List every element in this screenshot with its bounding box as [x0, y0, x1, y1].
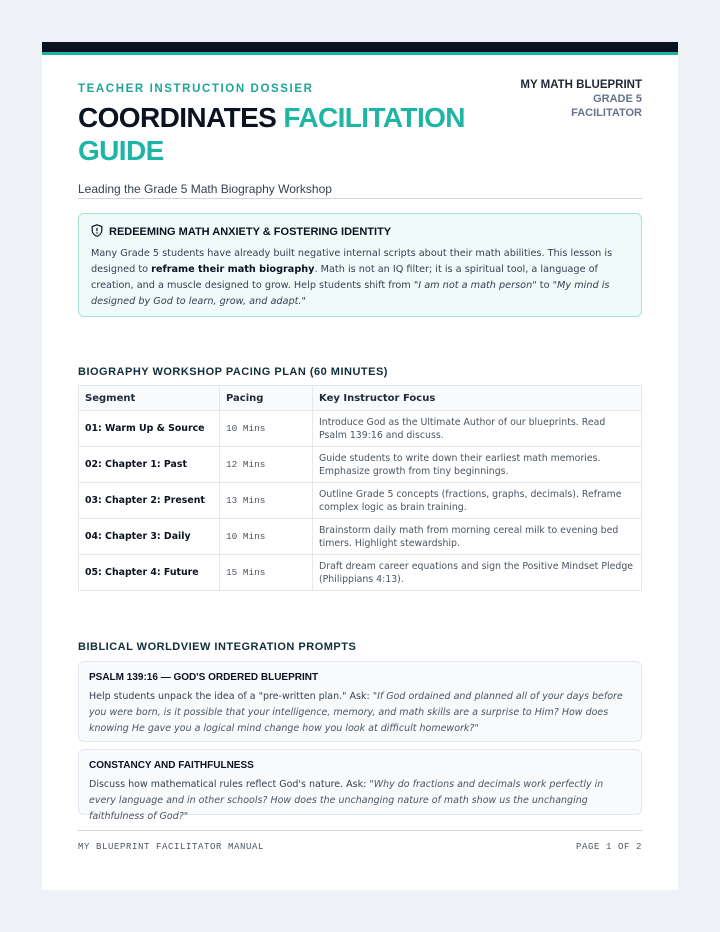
pacing-table	[78, 385, 642, 591]
title-accent: FACILITATION GUIDE	[78, 102, 465, 166]
prompt-body	[89, 689, 631, 737]
focus-cell: Draft dream career equations and sign the Positive Mindset Pledge (Philippians 4:13).	[313, 555, 642, 591]
column-header-focus: Key Instructor Focus	[313, 386, 642, 411]
table-row	[79, 411, 642, 447]
pacing-cell: 10 Mins	[220, 411, 313, 447]
callout-quote-2: "My mind is designed by God to learn, grow, and adapt."	[91, 280, 610, 307]
prompt-card	[78, 661, 642, 742]
footer-divider	[78, 830, 642, 831]
table-header-row	[79, 386, 642, 411]
brand-role: FACILITATOR	[571, 107, 642, 119]
page-header	[78, 55, 642, 196]
prompt-card	[78, 749, 642, 822]
column-header-segment: Segment	[79, 386, 220, 411]
table-row	[79, 447, 642, 483]
focus-cell: Introduce God as the Ultimate Author of our blueprints. Read Psalm 139:16 and discuss.	[313, 411, 642, 447]
pacing-section-title: BIOGRAPHY WORKSHOP PACING PLAN (60 MINUTES)	[78, 366, 388, 378]
prompt-body	[89, 777, 631, 825]
brand-block	[520, 78, 642, 120]
callout-title-row	[91, 224, 629, 240]
pacing-cell: 13 Mins	[220, 483, 313, 519]
document-page	[42, 42, 678, 890]
segment-cell: 04: Chapter 3: Daily	[79, 519, 220, 555]
column-header-pacing: Pacing	[220, 386, 313, 411]
pacing-cell: 15 Mins	[220, 555, 313, 591]
identity-callout	[78, 213, 642, 317]
segment-cell: 01: Warm Up & Source	[79, 411, 220, 447]
prompt-lead: Discuss how mathematical rules reflect God's nature. Ask:	[89, 779, 370, 790]
prompt-question: "Why do fractions and decimals work perfectly in every language and in other schools? How does the unchanging nature of math show us the unchanging faithfulness of God?"	[89, 779, 604, 822]
callout-title: REDEEMING MATH ANXIETY & FOSTERING IDENTITY	[109, 226, 392, 238]
title-main: COORDINATES	[78, 102, 284, 133]
table-row	[79, 555, 642, 591]
brand-name: MY MATH BLUEPRINT	[520, 79, 642, 91]
shield-icon	[91, 224, 103, 240]
table-row	[79, 519, 642, 555]
focus-cell: Guide students to write down their earliest math memories. Emphasize growth from tiny beginnings.	[313, 447, 642, 483]
prompt-title: PSALM 139:16 — GOD'S ORDERED BLUEPRINT	[89, 672, 319, 683]
segment-cell: 02: Chapter 1: Past	[79, 447, 220, 483]
page-number: PAGE 1 OF 2	[575, 842, 642, 852]
focus-cell: Brainstorm daily math from morning cereal milk to evening bed timers. Highlight stewardship.	[313, 519, 642, 555]
segment-cell: 05: Chapter 4: Future	[79, 555, 220, 591]
focus-cell: Outline Grade 5 concepts (fractions, graphs, decimals). Reframe complex logic as brain training.	[313, 483, 642, 519]
callout-text-1: Many Grade 5 students have already built negative internal scripts about their math abilities. This lesson is designed to	[91, 248, 613, 275]
table-row	[79, 483, 642, 519]
pacing-cell: 12 Mins	[220, 447, 313, 483]
header-divider	[78, 198, 642, 199]
segment-cell: 03: Chapter 2: Present	[79, 483, 220, 519]
callout-bold-text: reframe their math biography	[151, 264, 315, 275]
footer-manual-title: MY BLUEPRINT FACILITATOR MANUAL	[78, 842, 265, 852]
page-title	[78, 101, 468, 167]
prompt-lead: Help students unpack the idea of a "pre-written plan." Ask:	[89, 691, 373, 702]
prompt-title: CONSTANCY AND FAITHFULNESS	[89, 760, 254, 771]
prompts-section-title: BIBLICAL WORLDVIEW INTEGRATION PROMPTS	[78, 641, 357, 653]
top-bar	[42, 42, 678, 52]
callout-text-2: . Math is not an IQ filter; it is a spiritual tool, a language of creation, and a muscle designed to grow. Help students shift from	[91, 264, 598, 291]
prompt-question: "If God ordained and planned all of your days before you were born, is it possible that your intelligence, memory, and math skills are a surprise to Him? How does knowing He gave you a logical mind change how you look at difficult homework?"	[89, 691, 623, 734]
callout-text-3: to	[536, 280, 553, 291]
eyebrow-label: TEACHER INSTRUCTION DOSSIER	[78, 83, 314, 95]
callout-quote-1: "I am not a math person"	[413, 280, 537, 291]
pacing-cell: 10 Mins	[220, 519, 313, 555]
brand-grade: GRADE 5	[593, 93, 642, 105]
page-subtitle: Leading the Grade 5 Math Biography Workshop	[78, 182, 332, 196]
page-footer	[78, 842, 642, 852]
callout-body	[91, 246, 629, 310]
